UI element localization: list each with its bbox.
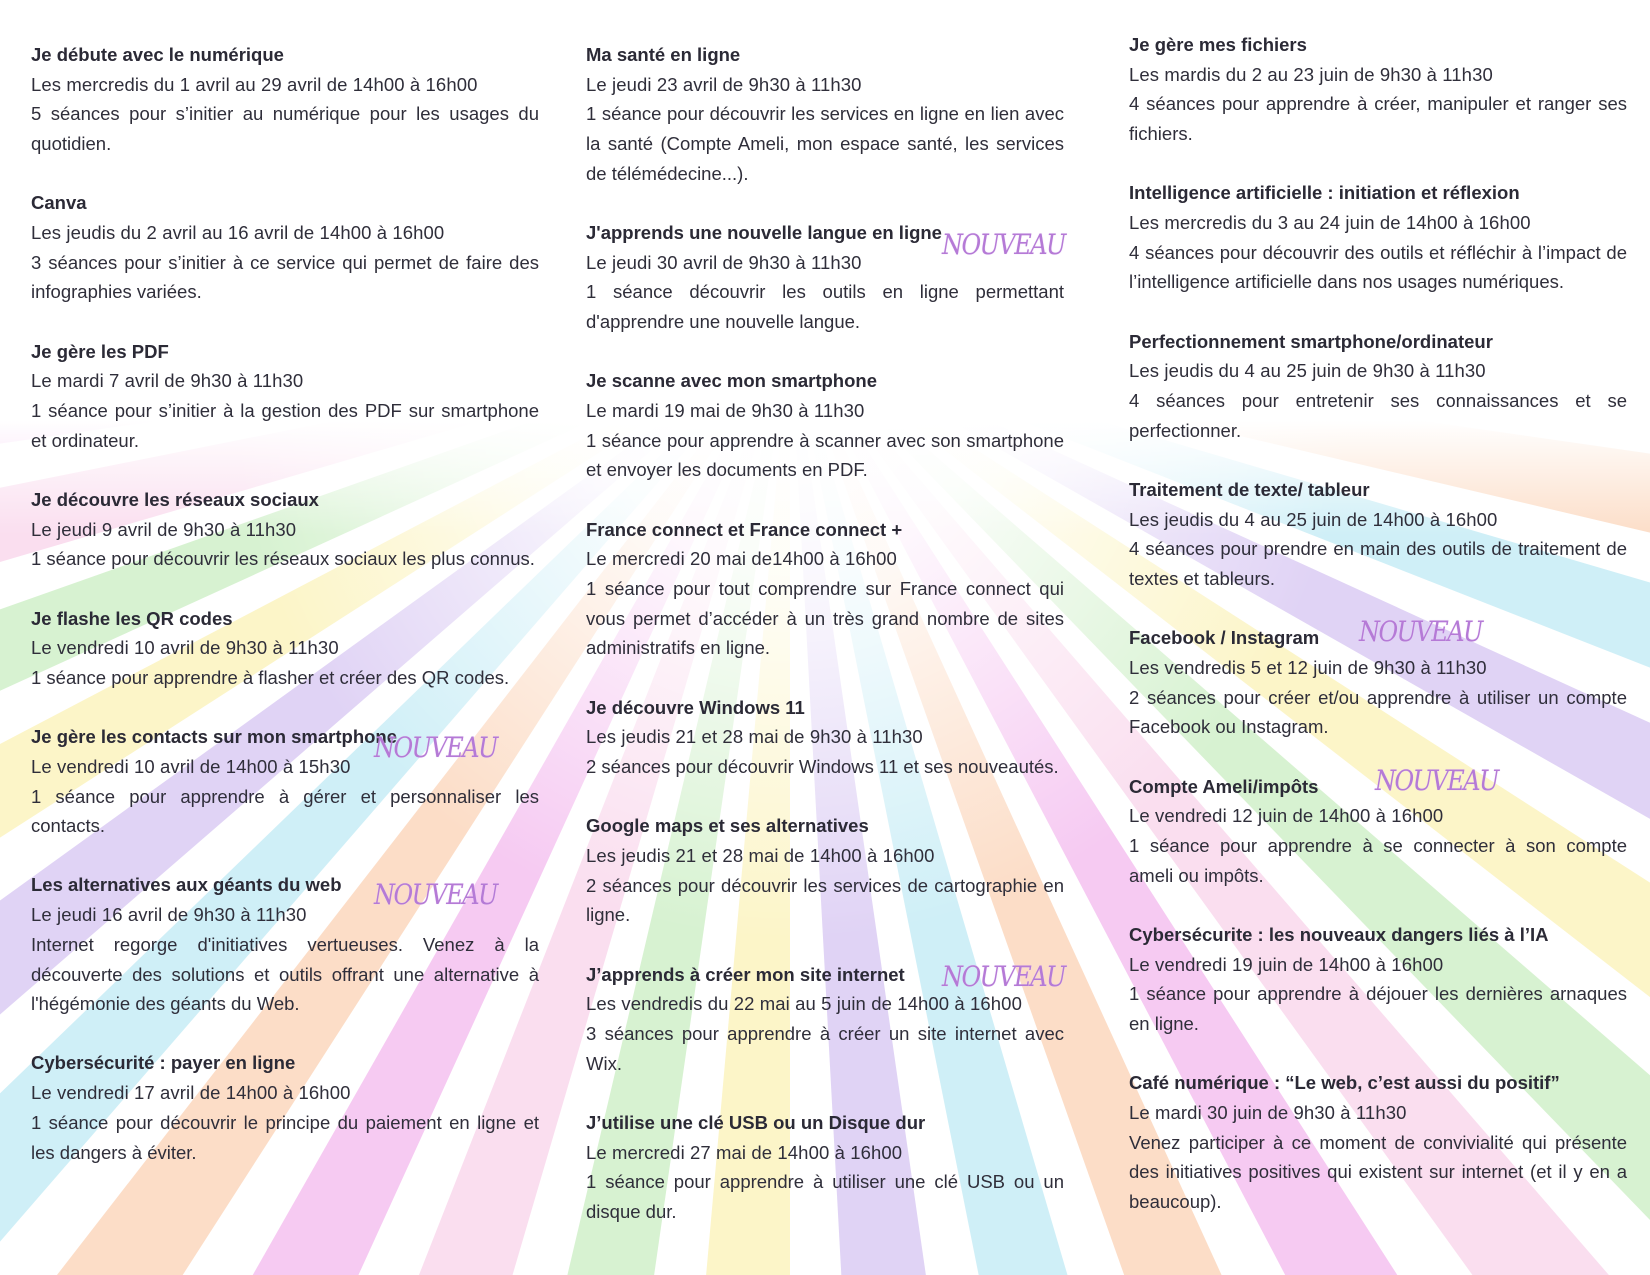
workshop-schedule: Le mardi 19 mai de 9h30 à 11h30	[586, 400, 865, 422]
workshop-title: Perfectionnement smartphone/ordinateur	[1129, 330, 1493, 352]
workshop-schedule: Le vendredi 19 juin de 14h00 à 16h00	[1129, 953, 1444, 975]
workshop-title: Je gère mes fichiers	[1129, 34, 1307, 55]
workshop-title: Je scanne avec mon smartphone	[586, 370, 877, 392]
column-1	[31, 40, 539, 1197]
workshop-schedule: Les jeudis du 2 avril au 16 avril de 14h00 à 16h00	[31, 222, 445, 244]
workshop-entry	[1129, 178, 1627, 297]
nouveau-badge: NOUVEAU	[1359, 616, 1482, 649]
workshop-title: Cybersécurite : les nouveaux dangers liés à l’IA	[1129, 923, 1549, 945]
workshop-title: Je flashe les QR codes	[31, 607, 233, 629]
workshop-schedule: Les jeudis du 4 au 25 juin de 9h30 à 11h30	[1129, 360, 1486, 382]
workshop-description: 1 séance pour apprendre à se connecter à son compte ameli ou impôts.	[1129, 834, 1627, 886]
workshop-schedule: Les jeudis 21 et 28 mai de 14h00 à 16h00	[586, 844, 935, 866]
workshop-schedule: Le mardi 30 juin de 9h30 à 11h30	[1129, 1101, 1407, 1123]
workshop-entry	[31, 604, 539, 693]
workshop-title: Ma santé en ligne	[586, 44, 741, 65]
workshop-description: 1 séance pour découvrir le principe du paiement en ligne et les dangers à éviter.	[31, 1111, 539, 1163]
workshop-entry	[1129, 764, 1627, 891]
nouveau-badge: NOUVEAU	[1375, 764, 1498, 797]
workshop-schedule: Les vendredis du 22 mai au 5 juin de 14h00 à 16h00	[586, 993, 1022, 1015]
workshop-description: Internet regorge d'initiatives vertueuses. Venez à la découverte des solutions et outils offrant une alternative à l'hégémonie des géants du Web.	[31, 933, 539, 1015]
workshop-entry	[1129, 475, 1627, 594]
workshop-entry	[31, 1048, 539, 1167]
workshop-title: Facebook / Instagram	[1129, 627, 1320, 649]
workshop-schedule: Le mercredi 27 mai de 14h00 à 16h00	[586, 1141, 903, 1163]
workshop-title: Compte Ameli/impôts	[1129, 775, 1319, 797]
workshop-schedule: Le jeudi 9 avril de 9h30 à 11h30	[31, 518, 297, 540]
workshop-description: 1 séance pour apprendre à utiliser une clé USB ou un disque dur.	[586, 1171, 1064, 1222]
workshop-schedule: Le mercredi 20 mai de14h00 à 16h00	[586, 548, 897, 570]
workshop-description: 4 séances pour découvrir des outils et réfléchir à l’impact de l’intelligence artificielle dans nos usages numériques.	[1129, 241, 1627, 293]
workshop-title: Je débute avec le numérique	[31, 44, 284, 65]
workshop-schedule: Le vendredi 10 avril de 9h30 à 11h30	[31, 637, 339, 659]
workshop-title: J’apprends à créer mon site internet	[586, 963, 905, 985]
workshop-entry	[1129, 616, 1627, 742]
workshop-schedule: Les jeudis du 4 au 25 juin de 14h00 à 16h00	[1129, 508, 1498, 530]
column-2	[586, 40, 1064, 1256]
workshop-entry	[586, 960, 1064, 1079]
workshop-title: J'apprends une nouvelle langue en ligne	[586, 222, 942, 244]
workshop-title: Je gère les PDF	[31, 340, 169, 362]
workshop-description: 1 séance pour découvrir les services en ligne en lien avec la santé (Compte Ameli, mon espace santé, les services de télémédecine...).	[586, 103, 1064, 184]
workshop-entry	[31, 722, 539, 841]
nouveau-badge: NOUVEAU	[942, 228, 1065, 262]
workshop-entry	[31, 337, 539, 456]
workshop-entry	[586, 366, 1064, 485]
workshop-entry	[31, 870, 539, 1019]
nouveau-badge: NOUVEAU	[374, 879, 497, 912]
workshop-description: 3 séances pour s’initier à ce service qui permet de faire des infographies variées.	[31, 251, 539, 303]
workshop-title: France connect et France connect +	[586, 518, 903, 540]
workshop-title: Les alternatives aux géants du web	[31, 874, 342, 896]
workshop-schedule: Le jeudi 23 avril de 9h30 à 11h30	[586, 73, 862, 95]
workshop-description: 3 séances pour apprendre à créer un site internet avec Wix.	[586, 1022, 1064, 1074]
workshop-title: J’utilise une clé USB ou un Disque dur	[586, 1111, 926, 1133]
workshop-entry	[586, 693, 1064, 782]
workshop-description: 1 séance pour apprendre à scanner avec son smartphone et envoyer les documents en PDF.	[586, 429, 1064, 481]
workshop-title: Je découvre Windows 11	[586, 696, 805, 718]
workshop-title: Traitement de texte/ tableur	[1129, 478, 1370, 500]
workshop-entry	[31, 40, 539, 159]
column-3	[1129, 30, 1627, 1246]
workshop-entry	[1129, 1068, 1627, 1217]
workshop-description: Venez participer à ce moment de convivialité qui présente des initiatives positives qui existent sur internet (et il y en a beaucoup).	[1129, 1131, 1627, 1212]
workshop-schedule: Le vendredi 10 avril de 14h00 à 15h30	[31, 755, 351, 777]
workshop-entry	[586, 1108, 1064, 1227]
workshop-entry	[31, 485, 539, 574]
workshop-description: 1 séance découvrir les outils en ligne permettant d'apprendre une nouvelle langue.	[586, 281, 1064, 333]
workshop-description: 1 séance pour tout comprendre sur France connect qui vous permet d’accéder à un très grand nombre de sites administratifs en ligne.	[586, 578, 1064, 659]
workshop-title: Intelligence artificielle : initiation et réflexion	[1129, 182, 1520, 204]
workshop-entry	[31, 188, 539, 307]
workshop-description: 4 séances pour prendre en main des outils de traitement de textes et tableurs.	[1129, 538, 1627, 590]
workshop-schedule: Les mercredis du 1 avril au 29 avril de 14h00 à 16h00	[31, 73, 478, 95]
workshop-schedule: Les jeudis 21 et 28 mai de 9h30 à 11h30	[586, 726, 923, 748]
workshop-schedule: Les mardis du 2 au 23 juin de 9h30 à 11h30	[1129, 63, 1493, 85]
workshop-description: 2 séances pour découvrir les services de cartographie en ligne.	[586, 874, 1064, 926]
workshop-description: 1 séance pour découvrir les réseaux sociaux les plus connus.	[31, 548, 535, 570]
workshop-description: 1 séance pour apprendre à flasher et créer des QR codes.	[31, 666, 510, 688]
workshop-title: Je découvre les réseaux sociaux	[31, 488, 319, 510]
workshop-entry	[1129, 327, 1627, 446]
workshop-title: Canva	[31, 192, 87, 214]
workshop-title: Je gère les contacts sur mon smartphone	[31, 726, 398, 748]
workshop-description: 1 séance pour apprendre à déjouer les dernières arnaques en ligne.	[1129, 983, 1627, 1034]
workshop-schedule: Les mercredis du 3 au 24 juin de 14h00 à 16h00	[1129, 212, 1531, 234]
workshop-entry	[1129, 30, 1627, 149]
workshop-schedule: Le mardi 7 avril de 9h30 à 11h30	[31, 370, 304, 392]
workshop-schedule: Le jeudi 30 avril de 9h30 à 11h30	[586, 251, 862, 273]
workshop-description: 1 séance pour apprendre à gérer et personnaliser les contacts.	[31, 785, 539, 837]
workshop-schedule: Le vendredi 17 avril de 14h00 à 16h00	[31, 1082, 351, 1104]
workshop-entry	[586, 218, 1064, 337]
workshop-description: 5 séances pour s’initier au numérique pour les usages du quotidien.	[31, 103, 539, 155]
workshop-entry	[586, 811, 1064, 930]
workshop-description: 4 séances pour entretenir ses connaissances et se perfectionner.	[1129, 390, 1627, 441]
workshop-entry	[586, 40, 1064, 189]
nouveau-badge: NOUVEAU	[942, 960, 1065, 993]
workshop-title: Google maps et ses alternatives	[586, 815, 869, 837]
workshop-title: Cybersécurité : payer en ligne	[31, 1052, 296, 1074]
workshop-schedule: Le jeudi 16 avril de 9h30 à 11h30	[31, 904, 307, 926]
workshop-description: 2 séances pour créer et/ou apprendre à utiliser un compte Facebook ou Instagram.	[1129, 686, 1627, 738]
workshop-entry	[586, 515, 1064, 664]
nouveau-badge: NOUVEAU	[374, 732, 497, 765]
workshop-description: 4 séances pour apprendre à créer, manipuler et ranger ses fichiers.	[1129, 93, 1627, 145]
workshop-schedule: Le vendredi 12 juin de 14h00 à 16h00	[1129, 805, 1444, 827]
workshop-description: 2 séances pour découvrir Windows 11 et ses nouveautés.	[586, 756, 1059, 778]
workshop-schedule: Les vendredis 5 et 12 juin de 9h30 à 11h30	[1129, 656, 1487, 678]
workshop-entry	[1129, 920, 1627, 1039]
workshop-title: Café numérique : “Le web, c’est aussi du positif”	[1129, 1072, 1560, 1094]
workshop-description: 1 séance pour s’initier à la gestion des PDF sur smartphone et ordinateur.	[31, 400, 539, 451]
